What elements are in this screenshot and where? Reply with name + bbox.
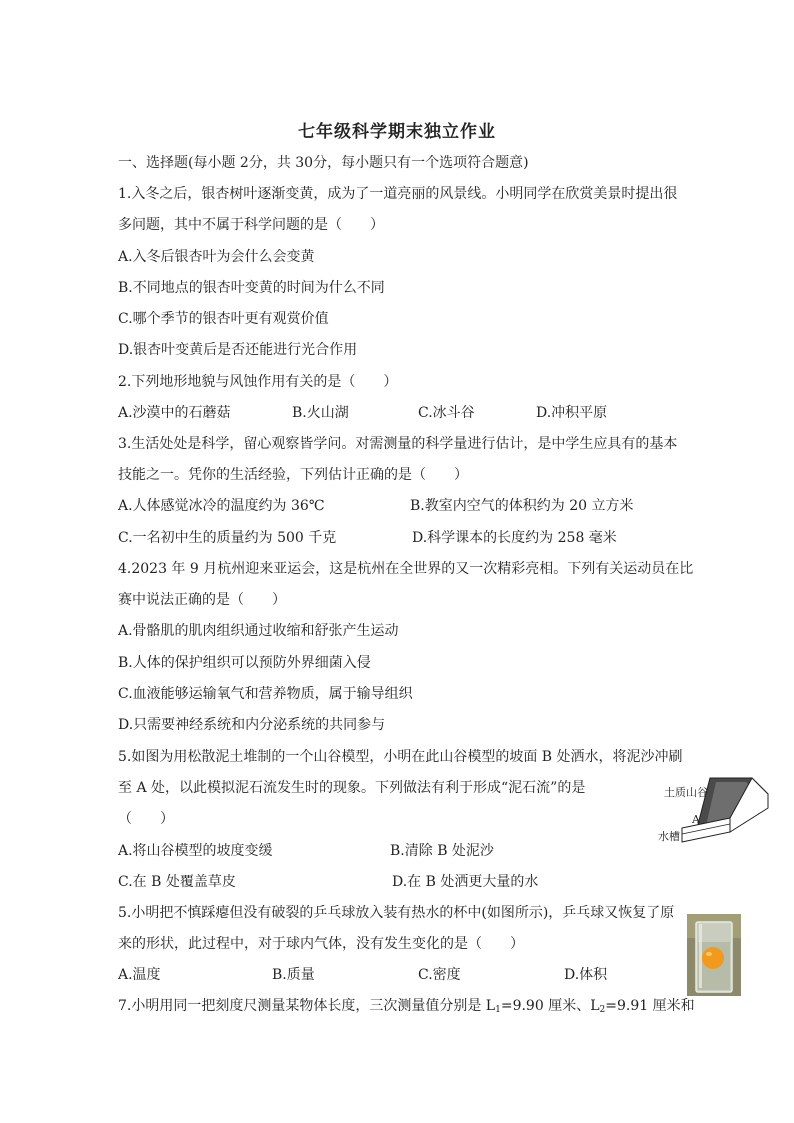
q1-stem-line2: 多问题，其中不属于科学问题的是（ ） bbox=[118, 217, 384, 233]
q6-option-b[interactable]: B.质量 bbox=[272, 967, 315, 983]
q7-stem-line1 bbox=[118, 997, 695, 1019]
q1-option-c[interactable]: C.哪个季节的银杏叶更有观赏价值 bbox=[118, 311, 329, 327]
q2-option-b[interactable]: B.火山湖 bbox=[292, 405, 349, 421]
q6-option-a[interactable]: A.温度 bbox=[118, 967, 161, 983]
section-heading: 一、选择题(每小题 2分，共 30分，每小题只有一个选项符合题意) bbox=[118, 155, 529, 171]
q1-option-d[interactable]: D.银杏叶变黄后是否还能进行光合作用 bbox=[118, 342, 358, 358]
q4-stem-line2: 赛中说法正确的是（ ） bbox=[118, 592, 286, 608]
q3-stem-line2: 技能之一。凭你的生活经验，下列估计正确的是（ ） bbox=[118, 467, 468, 483]
q7-text-part1: 7.小明用同一把刻度尺测量某物体长度，三次测量值分别是 L bbox=[118, 998, 496, 1014]
glass-reflection bbox=[699, 924, 702, 988]
pingpong-ball bbox=[702, 947, 724, 969]
label-point-a: A bbox=[692, 813, 700, 826]
q6-stem-line2: 来的形状，此过程中，对于球内气体，没有发生变化的是（ ） bbox=[118, 936, 524, 952]
q4-option-b[interactable]: B.人体的保护组织可以预防外界细菌入侵 bbox=[118, 655, 371, 671]
q1-option-a[interactable]: A.入冬后银杏叶为会什么会变黄 bbox=[118, 249, 315, 265]
q6-stem-line1: 5.小明把不慎踩瘪但没有破裂的乒乓球放入装有热水的杯中(如图所示)，乒乓球又恢复了原 bbox=[118, 905, 675, 921]
q7-subscript-1: 1 bbox=[495, 1005, 501, 1015]
q3-option-c[interactable]: C.一名初中生的质量约为 500 千克 bbox=[118, 530, 337, 546]
q4-option-c[interactable]: C.血液能够运输氧气和营养物质，属于输导组织 bbox=[118, 686, 413, 702]
q5-option-b[interactable]: B.清除 B 处泥沙 bbox=[390, 843, 494, 859]
q2-option-c[interactable]: C.冰斗谷 bbox=[418, 405, 475, 421]
q4-stem-line1: 4.2023 年 9 月杭州迎来亚运会，这是杭州在全世界的又一次精彩亮相。下列有关运动员在比 bbox=[118, 561, 694, 577]
page-title: 七年级科学期末独立作业 bbox=[298, 122, 496, 142]
q6-option-d[interactable]: D.体积 bbox=[564, 967, 608, 983]
q5-option-d[interactable]: D.在 B 处洒更大量的水 bbox=[392, 874, 539, 890]
q4-option-d[interactable]: D.只需要神经系统和内分泌系统的共同参与 bbox=[118, 717, 386, 733]
q2-option-a[interactable]: A.沙漠中的石蘑菇 bbox=[118, 405, 231, 421]
q7-text-part2: =9.90 厘米、L bbox=[500, 998, 600, 1014]
q3-stem-line1: 3.生活处处是科学，留心观察皆学问。对需测量的科学量进行估计，是中学生应具有的基本 bbox=[118, 436, 678, 452]
q6-option-c[interactable]: C.密度 bbox=[418, 967, 461, 983]
q3-option-a[interactable]: A.人体感觉冰冷的温度约为 36℃ bbox=[118, 498, 325, 514]
q2-option-d[interactable]: D.冲积平原 bbox=[536, 405, 608, 421]
q5-stem-line2: 至 A 处，以此模拟泥石流发生时的现象。下列做法有利于形成“泥石流”的是 bbox=[118, 780, 586, 796]
q2-stem: 2.下列地形地貌与风蚀作用有关的是（ ） bbox=[118, 374, 398, 390]
label-water-trough: 水槽 bbox=[658, 830, 680, 843]
q7-text-part3: =9.91 厘米和 bbox=[605, 998, 695, 1014]
q1-stem-line1: 1.入冬之后，银杏树叶逐渐变黄，成为了一道亮丽的风景线。小明同学在欣赏美景时提出很 bbox=[118, 186, 678, 202]
q3-option-d[interactable]: D.科学课本的长度约为 258 毫米 bbox=[412, 530, 617, 546]
pingpong-cup-photo bbox=[687, 914, 741, 996]
q3-option-b[interactable]: B.教室内空气的体积约为 20 立方米 bbox=[410, 498, 634, 514]
q5-stem-line3: （ ） bbox=[118, 811, 174, 827]
q5-option-c[interactable]: C.在 B 处覆盖草皮 bbox=[118, 874, 236, 890]
q4-option-a[interactable]: A.骨骼肌的肌肉组织通过收缩和舒张产生运动 bbox=[118, 623, 399, 639]
q5-stem-line1: 5.如图为用松散泥土堆制的一个山谷模型，小明在此山谷模型的坡面 B 处洒水，将泥沙冲刷 bbox=[118, 749, 683, 765]
q7-subscript-2: 2 bbox=[599, 1005, 606, 1015]
q5-option-a[interactable]: A.将山谷模型的坡度变缓 bbox=[118, 843, 273, 859]
q1-option-b[interactable]: B.不同地点的银杏叶变黄的时间为什么不同 bbox=[118, 280, 385, 296]
label-earth-valley: 土质山谷 bbox=[664, 786, 708, 799]
ball-highlight bbox=[706, 952, 712, 956]
